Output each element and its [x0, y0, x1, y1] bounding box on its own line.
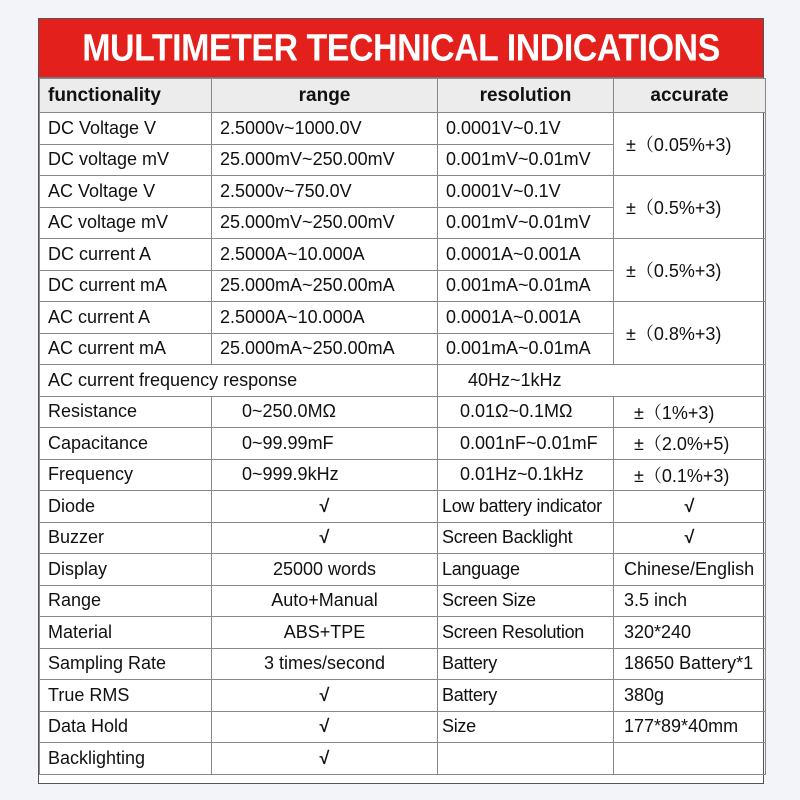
function-cell: DC Voltage V — [40, 113, 212, 145]
title-banner — [39, 19, 763, 78]
feature-name-cell: Material — [40, 617, 212, 649]
feature-label-cell: Language — [438, 554, 614, 586]
resolution-cell: 0.001mA~0.01mA — [438, 270, 614, 302]
accuracy-cell: ±（0.5%+3) — [614, 176, 766, 239]
feature-value-cell: 3.5 inch — [614, 585, 766, 617]
table-row — [40, 648, 766, 680]
resolution-cell: 0.0001V~0.1V — [438, 176, 614, 208]
accuracy-cell: ±（0.5%+3) — [614, 239, 766, 302]
feature-value-cell: 380g — [614, 680, 766, 712]
function-cell: DC voltage mV — [40, 144, 212, 176]
accuracy-cell: ±（0.8%+3) — [614, 302, 766, 365]
feature-name-cell: Range — [40, 585, 212, 617]
spec-sheet — [38, 18, 764, 784]
feature-name-cell: Data Hold — [40, 711, 212, 743]
feature-value-cell: Chinese/English — [614, 554, 766, 586]
function-cell: Capacitance — [40, 428, 212, 460]
table-row — [40, 113, 766, 145]
feature-value-cell — [614, 743, 766, 775]
feature-label-cell: Screen Resolution — [438, 617, 614, 649]
table-row — [40, 711, 766, 743]
table-row — [40, 617, 766, 649]
check-mark-cell: √ — [212, 522, 438, 554]
table-row — [40, 239, 766, 271]
header-functionality: functionality — [40, 79, 212, 113]
page-title: MULTIMETER TECHNICAL INDICATIONS — [82, 26, 720, 69]
header-resolution: resolution — [438, 79, 614, 113]
table-row — [40, 396, 766, 428]
check-mark-cell: √ — [212, 491, 438, 523]
check-mark-cell: √ — [212, 743, 438, 775]
check-mark-cell: √ — [212, 680, 438, 712]
feature-value-cell: 18650 Battery*1 — [614, 648, 766, 680]
resolution-cell: 0.01Ω~0.1MΩ — [438, 396, 614, 428]
table-row — [40, 585, 766, 617]
feature-label-cell: Battery — [438, 680, 614, 712]
table-row — [40, 302, 766, 334]
feature-name-cell: Diode — [40, 491, 212, 523]
function-cell: DC current mA — [40, 270, 212, 302]
range-cell: 2.5000v~1000.0V — [212, 113, 438, 145]
feature-value-cell: 177*89*40mm — [614, 711, 766, 743]
feature-name-cell: Buzzer — [40, 522, 212, 554]
range-cell: 25.000mA~250.00mA — [212, 270, 438, 302]
header-range: range — [212, 79, 438, 113]
check-mark-cell: √ — [614, 522, 766, 554]
range-cell: 2.5000v~750.0V — [212, 176, 438, 208]
feature-value-cell: 25000 words — [212, 554, 438, 586]
range-cell: 25.000mA~250.00mA — [212, 333, 438, 365]
function-cell: Resistance — [40, 396, 212, 428]
function-cell: AC current A — [40, 302, 212, 334]
function-cell: AC current mA — [40, 333, 212, 365]
freq-response-row — [40, 365, 766, 397]
function-cell: DC current A — [40, 239, 212, 271]
freq-response-value: 40Hz~1kHz — [438, 365, 766, 397]
feature-value-cell: ABS+TPE — [212, 617, 438, 649]
header-accurate: accurate — [614, 79, 766, 113]
feature-value-cell: 320*240 — [614, 617, 766, 649]
feature-label-cell: Low battery indicator — [438, 491, 614, 523]
table-row — [40, 680, 766, 712]
feature-label-cell: Battery — [438, 648, 614, 680]
table-row — [40, 522, 766, 554]
resolution-cell: 0.01Hz~0.1kHz — [438, 459, 614, 491]
feature-value-cell: Auto+Manual — [212, 585, 438, 617]
table-row — [40, 743, 766, 775]
resolution-cell: 0.001mA~0.01mA — [438, 333, 614, 365]
table-header-row — [40, 79, 766, 113]
feature-label-cell — [438, 743, 614, 775]
table-row — [40, 459, 766, 491]
resolution-cell: 0.001mV~0.01mV — [438, 207, 614, 239]
accuracy-cell: ±（0.1%+3) — [614, 459, 766, 491]
accuracy-cell: ±（1%+3) — [614, 396, 766, 428]
table-row — [40, 176, 766, 208]
table-row — [40, 428, 766, 460]
feature-name-cell: Display — [40, 554, 212, 586]
feature-name-cell: Sampling Rate — [40, 648, 212, 680]
range-cell: 2.5000A~10.000A — [212, 239, 438, 271]
check-mark-cell: √ — [212, 711, 438, 743]
feature-label-cell: Screen Size — [438, 585, 614, 617]
feature-name-cell: True RMS — [40, 680, 212, 712]
range-cell: 0~999.9kHz — [212, 459, 438, 491]
accuracy-cell: ±（0.05%+3) — [614, 113, 766, 176]
resolution-cell: 0.001nF~0.01mF — [438, 428, 614, 460]
feature-label-cell: Screen Backlight — [438, 522, 614, 554]
range-cell: 2.5000A~10.000A — [212, 302, 438, 334]
resolution-cell: 0.0001V~0.1V — [438, 113, 614, 145]
table-row — [40, 491, 766, 523]
feature-value-cell: 3 times/second — [212, 648, 438, 680]
accuracy-cell: ±（2.0%+5) — [614, 428, 766, 460]
feature-name-cell: Backlighting — [40, 743, 212, 775]
range-cell: 0~99.99mF — [212, 428, 438, 460]
table-row — [40, 554, 766, 586]
function-cell: AC Voltage V — [40, 176, 212, 208]
resolution-cell: 0.0001A~0.001A — [438, 302, 614, 334]
range-cell: 25.000mV~250.00mV — [212, 144, 438, 176]
range-cell: 25.000mV~250.00mV — [212, 207, 438, 239]
function-cell: Frequency — [40, 459, 212, 491]
range-cell: 0~250.0MΩ — [212, 396, 438, 428]
resolution-cell: 0.0001A~0.001A — [438, 239, 614, 271]
feature-label-cell: Size — [438, 711, 614, 743]
freq-response-label: AC current frequency response — [40, 365, 438, 397]
resolution-cell: 0.001mV~0.01mV — [438, 144, 614, 176]
function-cell: AC voltage mV — [40, 207, 212, 239]
spec-table — [39, 78, 766, 775]
check-mark-cell: √ — [614, 491, 766, 523]
